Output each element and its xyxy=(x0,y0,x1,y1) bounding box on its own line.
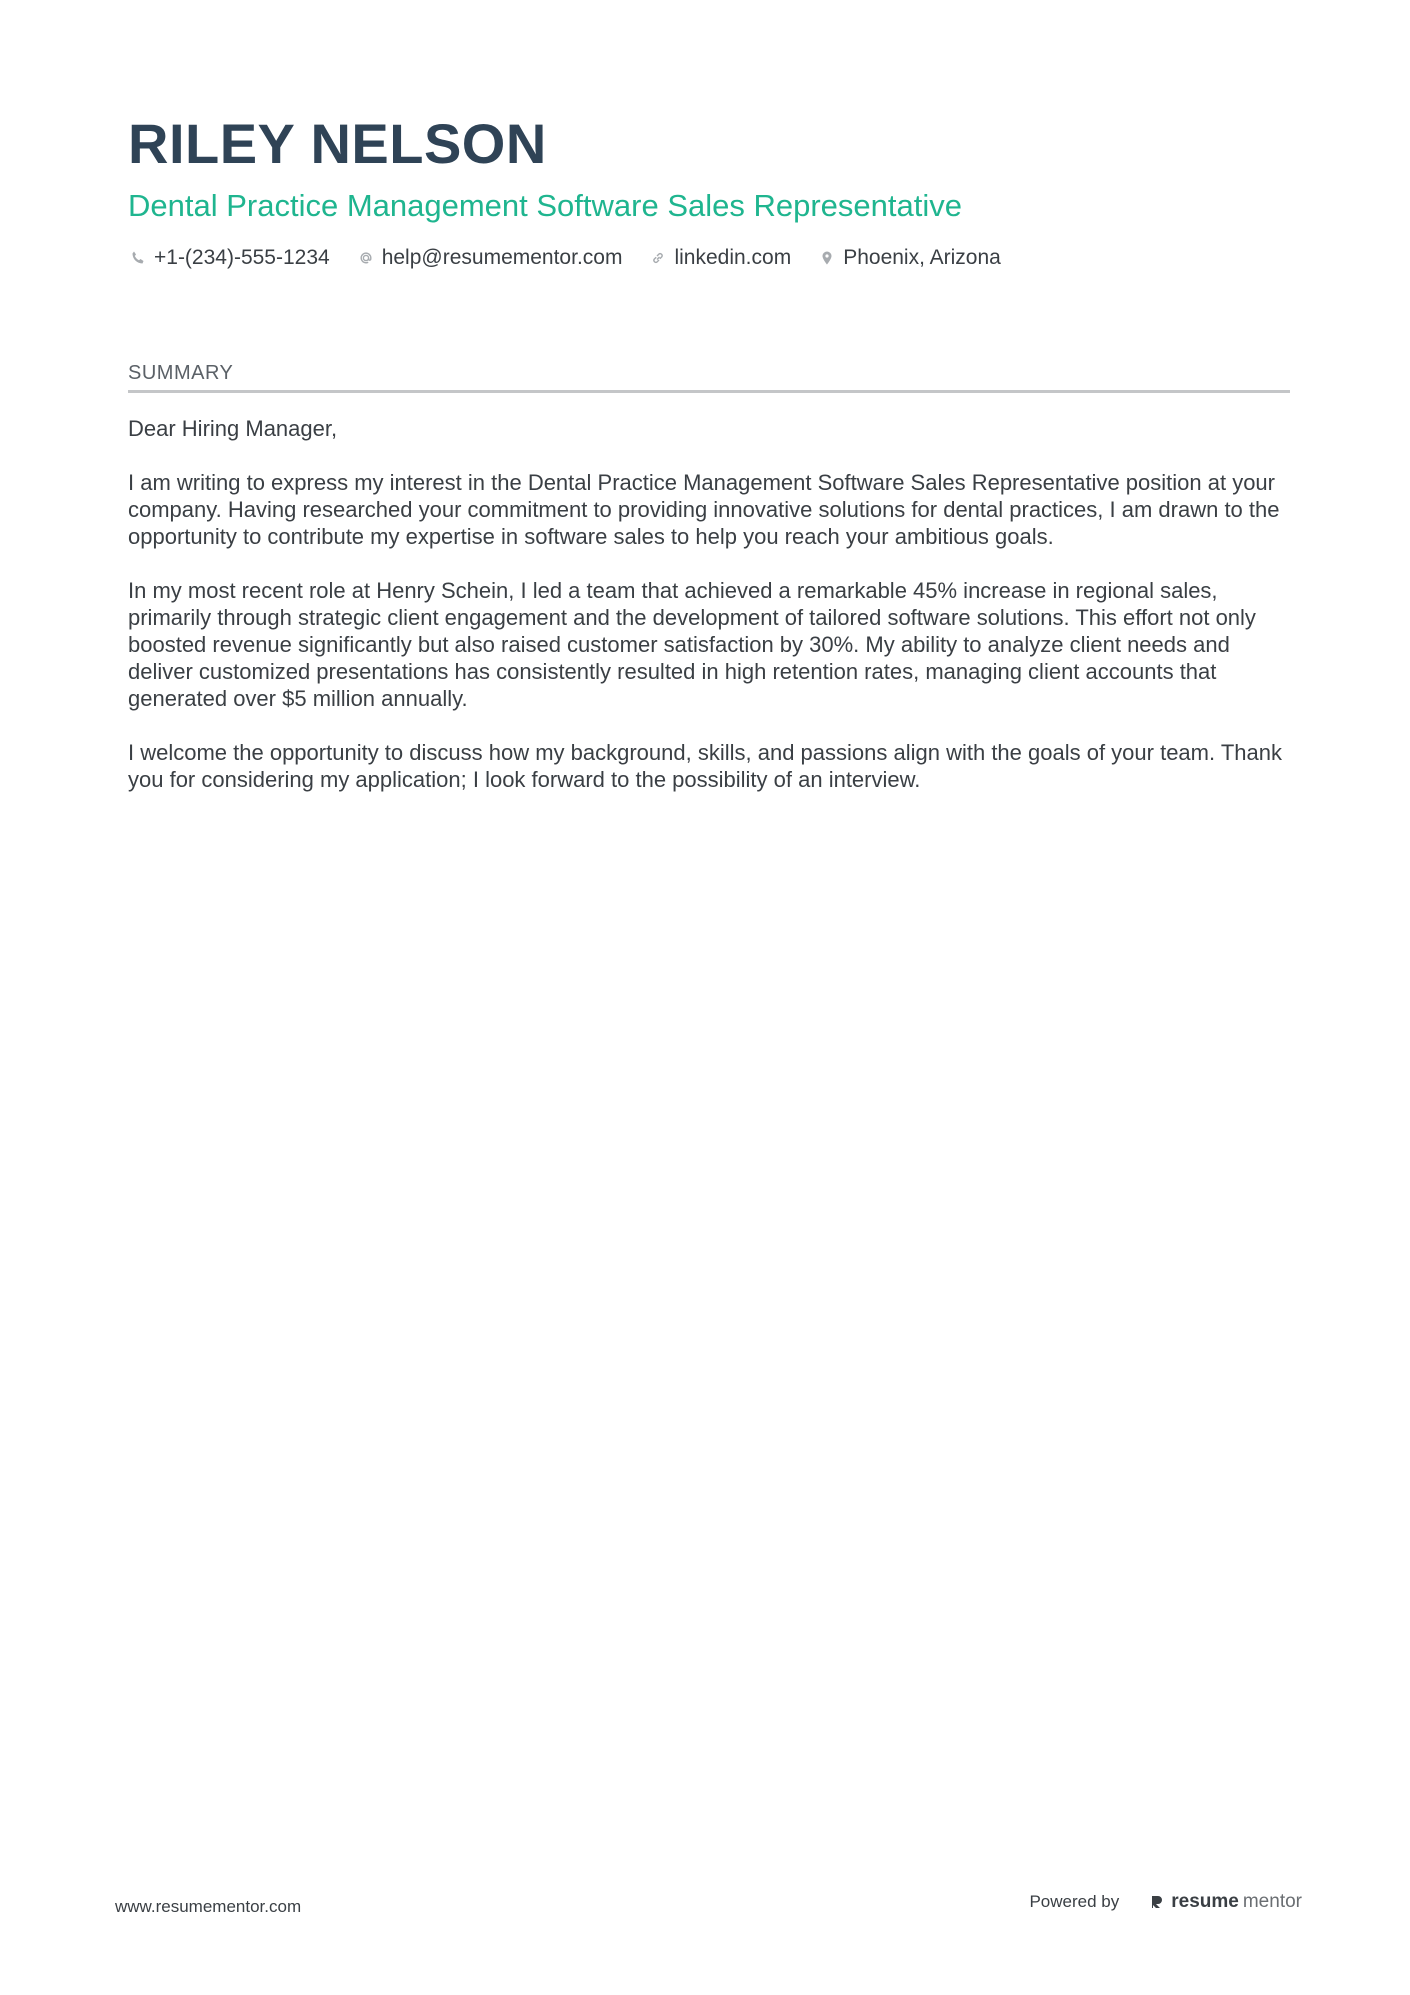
contact-email xyxy=(356,244,623,272)
job-title: Dental Practice Management Software Sales Representative xyxy=(128,188,962,223)
contact-linkedin xyxy=(648,244,791,272)
location-pin-icon xyxy=(817,248,837,268)
letter-paragraph: I am writing to express my interest in the Dental Practice Management Software Sales Representative position at your company. Having researched your commitment to providing innovative solutions for dental practices, I am drawn to the opportunity to contribute my expertise in software sales to help you reach your ambitious goals. xyxy=(128,470,1280,549)
brand-name-bold: resume xyxy=(1171,1891,1239,1912)
at-icon xyxy=(356,248,376,268)
footer-branding xyxy=(1029,1891,1302,1913)
section-title-summary: SUMMARY xyxy=(128,360,1290,393)
link-icon xyxy=(648,248,668,268)
cover-letter-body xyxy=(128,415,1290,793)
contact-linkedin-text: linkedin.com xyxy=(674,246,792,269)
letter-paragraph: In my most recent role at Henry Schein, I led a team that achieved a remarkable 45% increase in regional sales, primarily through strategic client engagement and the development of tailored software solutions. This effort not only boosted revenue significantly but also raised customer satisfaction by 30%. My ability to analyze client needs and deliver customized presentations has consistently resulted in high retention rates, managing client accounts that generated over $5 million annually. xyxy=(128,578,1256,711)
brand-logo xyxy=(1147,1891,1302,1913)
letter-paragraph: I welcome the opportunity to discuss how my background, skills, and passions align with the goals of your team. Thank you for considering my application; I look forward to the possibility of an interview. xyxy=(128,740,1282,792)
contact-phone-text: +1-(234)-555-1234 xyxy=(154,246,330,269)
brand-mark-icon xyxy=(1147,1892,1167,1912)
powered-by-label: Powered by xyxy=(1029,1892,1120,1911)
resume-header xyxy=(128,112,1288,272)
letter-salutation: Dear Hiring Manager, xyxy=(128,416,338,441)
contact-location xyxy=(817,244,1001,272)
footer-website: www.resumementor.com xyxy=(115,1897,302,1916)
contact-bar xyxy=(128,244,1288,272)
summary-section xyxy=(128,360,1290,820)
contact-phone xyxy=(128,244,330,272)
phone-icon xyxy=(128,248,148,268)
brand-name-light: mentor xyxy=(1242,1891,1302,1912)
contact-email-text: help@resumementor.com xyxy=(381,246,623,269)
contact-location-text: Phoenix, Arizona xyxy=(843,246,1001,269)
candidate-name: RILEY NELSON xyxy=(128,112,547,175)
